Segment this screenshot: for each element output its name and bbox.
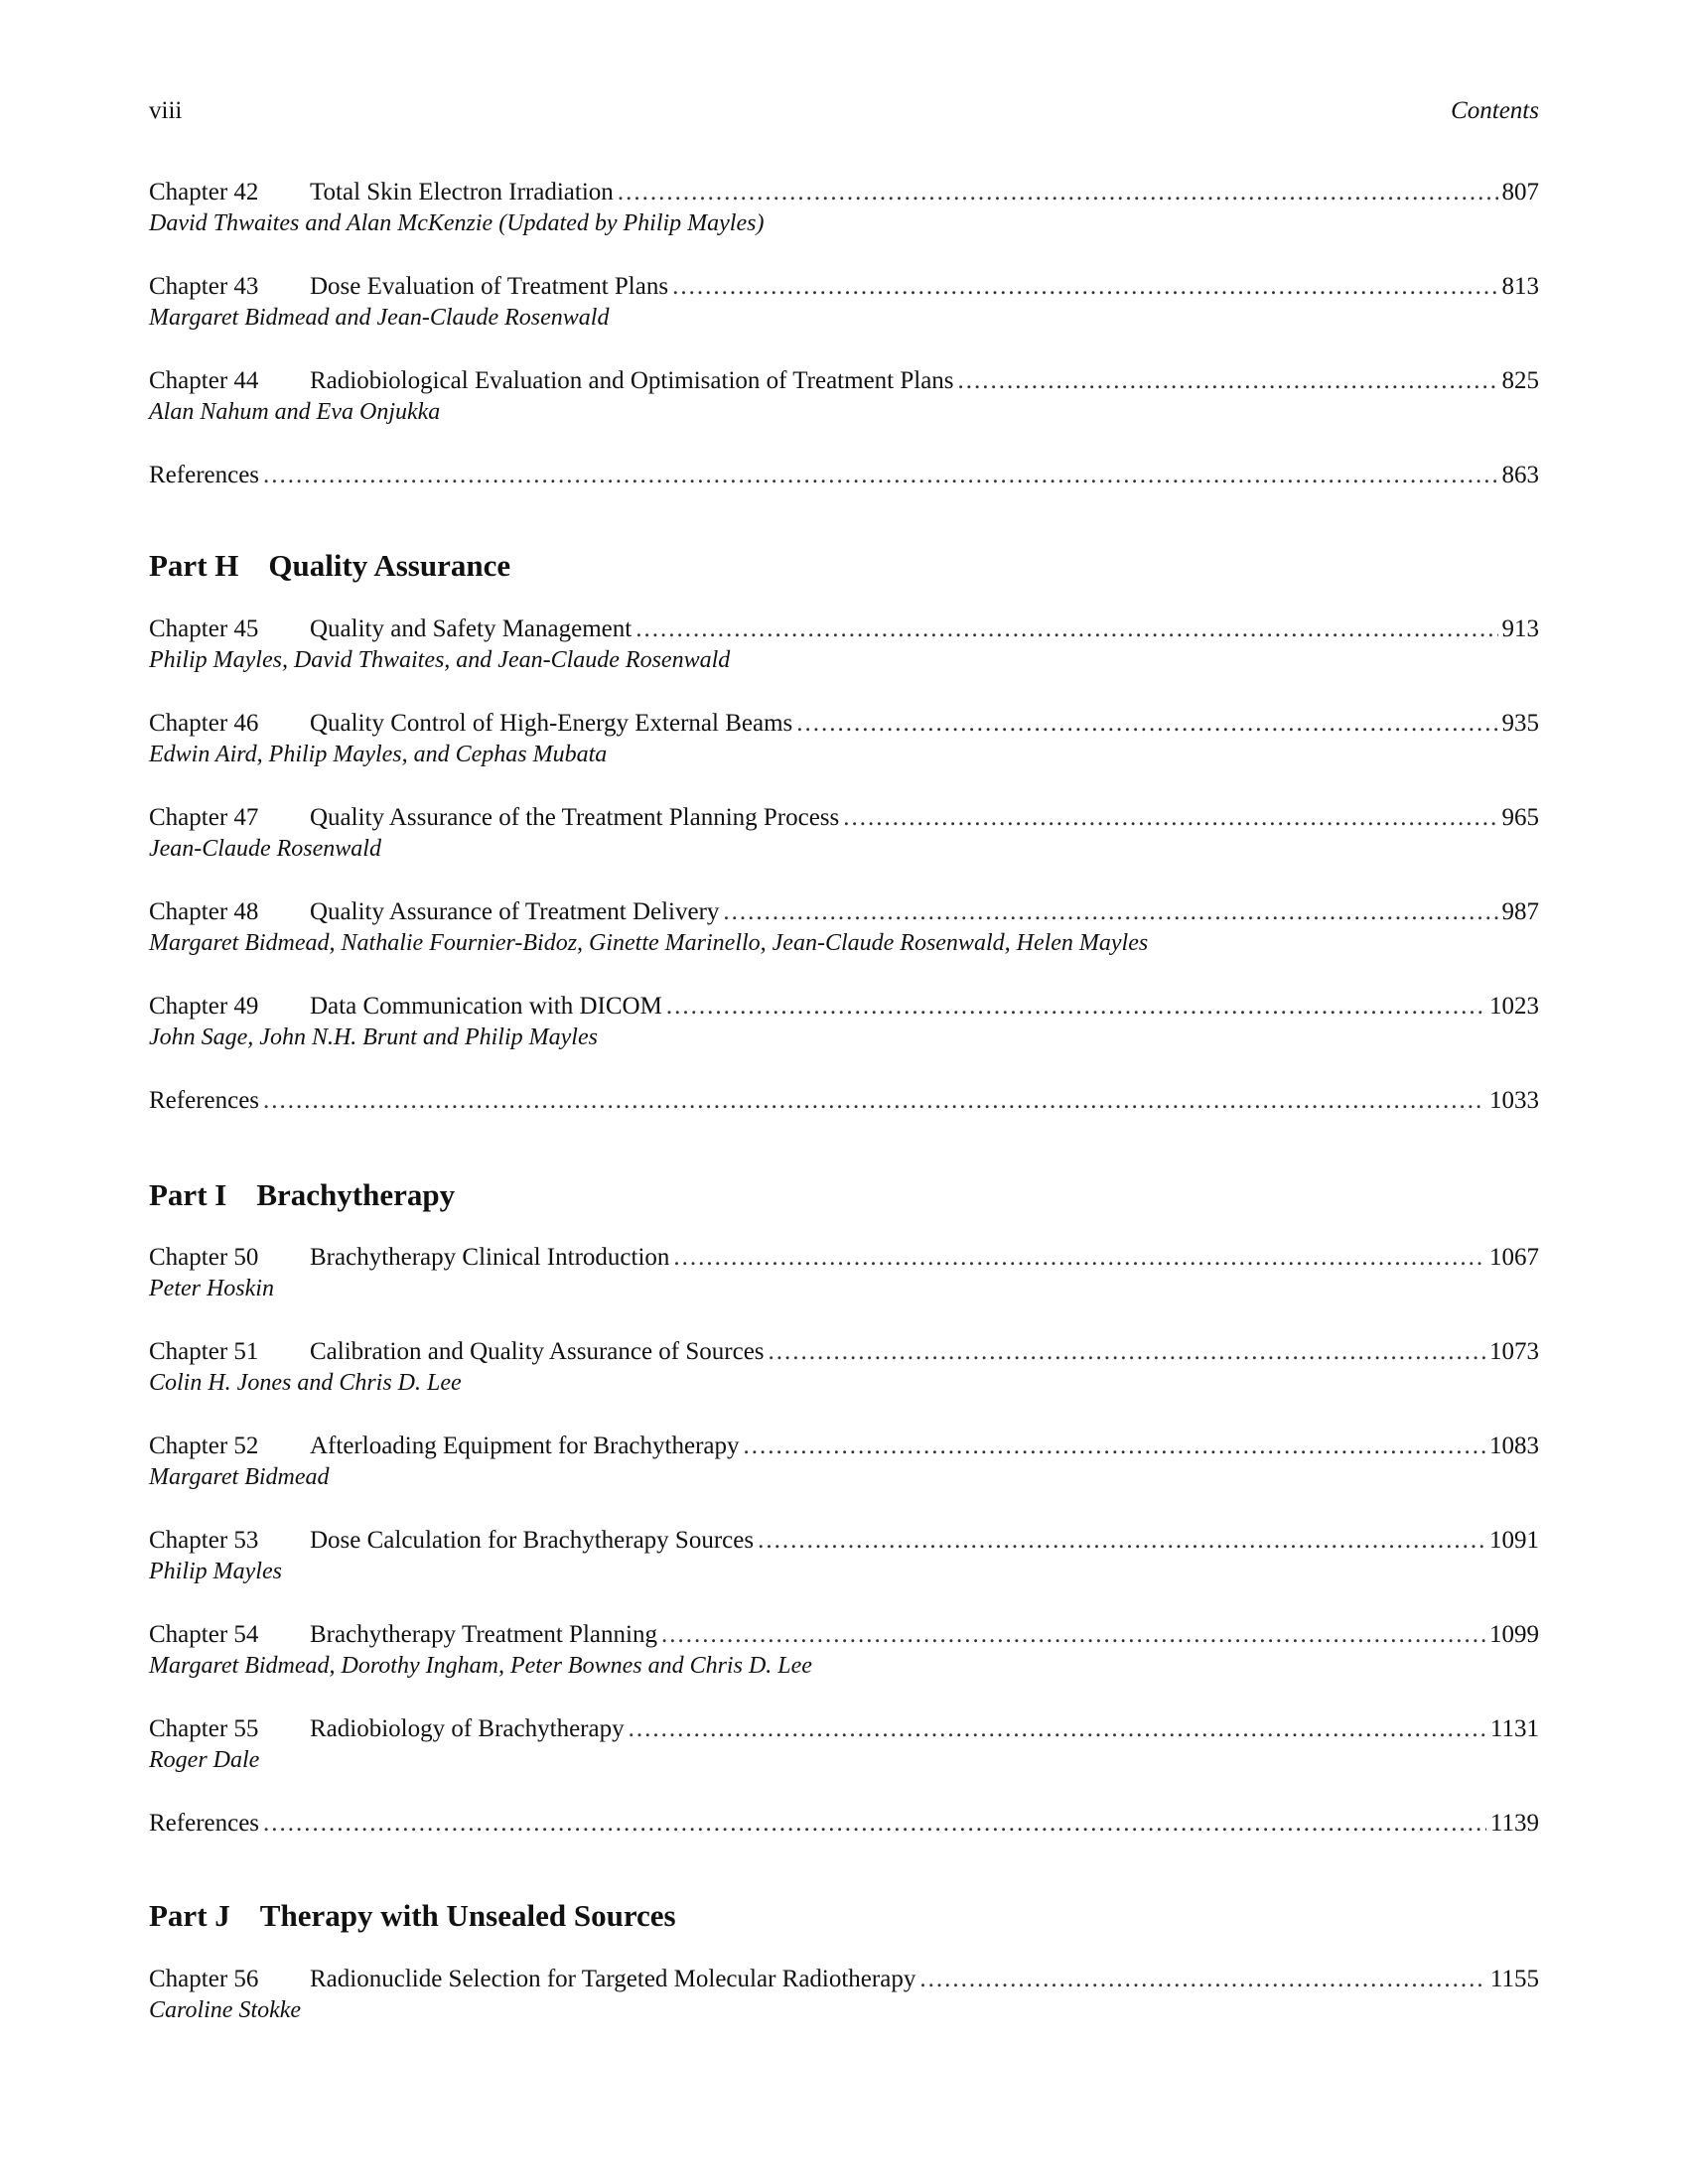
toc-entry-references[interactable] [149,1085,1539,1117]
dot-leader [769,1336,1485,1368]
part-label: Part J [149,1898,230,1933]
chapter-authors: Margaret Bidmead [149,1464,330,1490]
part-title: Therapy with Unsealed Sources [259,1898,676,1933]
page-ref: 1091 [1489,1527,1539,1554]
page-number: viii [149,97,183,124]
dot-leader [919,1964,1486,1995]
references-label: References [149,1810,260,1837]
part-label: Part H [149,548,239,583]
dot-leader [796,708,1497,740]
dot-leader [758,1525,1485,1557]
chapter-authors: David Thwaites and Alan McKenzie (Updated by Philip Mayles) [149,210,765,236]
references-label: References [149,1087,260,1114]
running-title: Contents [1451,97,1539,124]
section-part-h [149,546,1539,586]
chapter-label: Chapter 54 [149,1621,259,1648]
dot-leader [672,271,1497,303]
toc-entry[interactable] [149,1242,1539,1303]
toc-entry[interactable] [149,1713,1539,1775]
chapter-authors: Edwin Aird, Philip Mayles, and Cephas Mubata [149,742,608,767]
chapter-authors: Margaret Bidmead and Jean-Claude Rosenwald [149,305,610,331]
page-ref: 1155 [1489,1966,1539,1992]
page-ref: 825 [1501,367,1539,394]
toc-entry[interactable] [149,1525,1539,1586]
chapter-title: Radiobiological Evaluation and Optimisation of Treatment Plans [310,367,954,394]
page-ref: 1083 [1489,1433,1539,1459]
chapter-label: Chapter 51 [149,1338,259,1365]
toc-entry[interactable] [149,802,1539,864]
chapter-title: Data Communication with DICOM [310,993,662,1020]
chapter-label: Chapter 46 [149,710,259,737]
chapter-label: Chapter 50 [149,1244,259,1271]
chapter-label: Chapter 48 [149,898,259,925]
page-ref: 1139 [1489,1810,1539,1837]
chapter-label: Chapter 52 [149,1433,259,1459]
chapter-authors: Alan Nahum and Eva Onjukka [149,399,441,425]
page-ref: 965 [1501,804,1539,831]
toc-entry[interactable] [149,177,1539,238]
chapter-title: Dose Calculation for Brachytherapy Sources [310,1527,755,1554]
part-heading [149,546,1539,586]
chapter-label: Chapter 42 [149,179,259,205]
chapter-title: Brachytherapy Clinical Introduction [310,1244,670,1271]
chapter-authors: Philip Mayles, David Thwaites, and Jean-Claude Rosenwald [149,647,731,673]
page-ref: 1033 [1489,1087,1539,1114]
page-ref: 807 [1501,179,1539,205]
page-ref: 987 [1501,898,1539,925]
toc-entry-references[interactable] [149,460,1539,491]
chapter-title: Total Skin Electron Irradiation [310,179,614,205]
dot-leader [666,991,1485,1023]
toc-entry[interactable] [149,1431,1539,1492]
page-ref: 935 [1501,710,1539,737]
dot-leader [263,1085,1485,1117]
chapter-label: Chapter 45 [149,615,259,642]
page-ref: 913 [1501,615,1539,642]
toc-entry[interactable] [149,365,1539,427]
page-ref: 863 [1501,462,1539,488]
references-label: References [149,462,260,488]
section-part-i [149,1175,1539,1215]
chapter-authors: Caroline Stokke [149,1997,302,2023]
section-part-j [149,1896,1539,1936]
chapter-label: Chapter 43 [149,273,259,300]
chapter-authors: Roger Dale [149,1747,260,1773]
chapter-label: Chapter 47 [149,804,259,831]
chapter-title: Quality Assurance of the Treatment Planning Process [310,804,840,831]
running-header [149,97,1539,131]
page-ref: 1073 [1489,1338,1539,1365]
page-ref: 1023 [1489,993,1539,1020]
dot-leader [744,1431,1486,1462]
page-ref: 1067 [1489,1244,1539,1271]
chapter-authors: Colin H. Jones and Chris D. Lee [149,1370,462,1396]
part-title: Quality Assurance [268,548,511,583]
page-ref: 1099 [1489,1621,1539,1648]
dot-leader [263,1808,1486,1840]
toc-entry[interactable] [149,708,1539,769]
dot-leader [661,1619,1485,1651]
chapter-authors: Margaret Bidmead, Nathalie Fournier-Bidoz, Ginette Marinello, Jean-Claude Rosenwald, Helen Mayles [149,930,1149,956]
chapter-authors: John Sage, John N.H. Brunt and Philip Mayles [149,1024,598,1050]
toc-entry[interactable] [149,1336,1539,1398]
chapter-authors: Jean-Claude Rosenwald [149,836,381,862]
dot-leader [843,802,1497,834]
chapter-title: Afterloading Equipment for Brachytherapy [310,1433,740,1459]
dot-leader [629,1713,1486,1745]
page-ref: 1131 [1489,1715,1539,1742]
chapter-authors: Philip Mayles [149,1559,282,1584]
page-ref: 813 [1501,273,1539,300]
toc-entry[interactable] [149,991,1539,1052]
part-heading [149,1896,1539,1936]
chapter-title: Quality Control of High-Energy External Beams [310,710,793,737]
chapter-label: Chapter 56 [149,1966,259,1992]
chapter-title: Radiobiology of Brachytherapy [310,1715,625,1742]
toc-entry-references[interactable] [149,1808,1539,1840]
toc-entry[interactable] [149,1964,1539,2025]
dot-leader [723,896,1497,928]
dot-leader [958,365,1498,397]
toc-entry[interactable] [149,271,1539,333]
chapter-title: Radionuclide Selection for Targeted Molecular Radiotherapy [310,1966,916,1992]
part-heading [149,1175,1539,1215]
toc-entry[interactable] [149,1619,1539,1681]
chapter-title: Brachytherapy Treatment Planning [310,1621,657,1648]
dot-leader [673,1242,1485,1274]
chapter-title: Dose Evaluation of Treatment Plans [310,273,669,300]
chapter-label: Chapter 53 [149,1527,259,1554]
part-title: Brachytherapy [256,1177,456,1212]
dot-leader [618,177,1498,208]
chapter-title: Quality and Safety Management [310,615,633,642]
dot-leader [263,460,1497,491]
chapter-authors: Peter Hoskin [149,1276,274,1301]
chapter-title: Calibration and Quality Assurance of Sources [310,1338,765,1365]
toc-entry[interactable] [149,896,1539,958]
dot-leader [635,614,1497,645]
chapter-label: Chapter 44 [149,367,259,394]
chapter-title: Quality Assurance of Treatment Delivery [310,898,720,925]
toc-entry[interactable] [149,614,1539,675]
chapter-label: Chapter 55 [149,1715,259,1742]
part-label: Part I [149,1177,227,1212]
chapter-label: Chapter 49 [149,993,259,1020]
chapter-authors: Margaret Bidmead, Dorothy Ingham, Peter Bownes and Chris D. Lee [149,1653,812,1679]
